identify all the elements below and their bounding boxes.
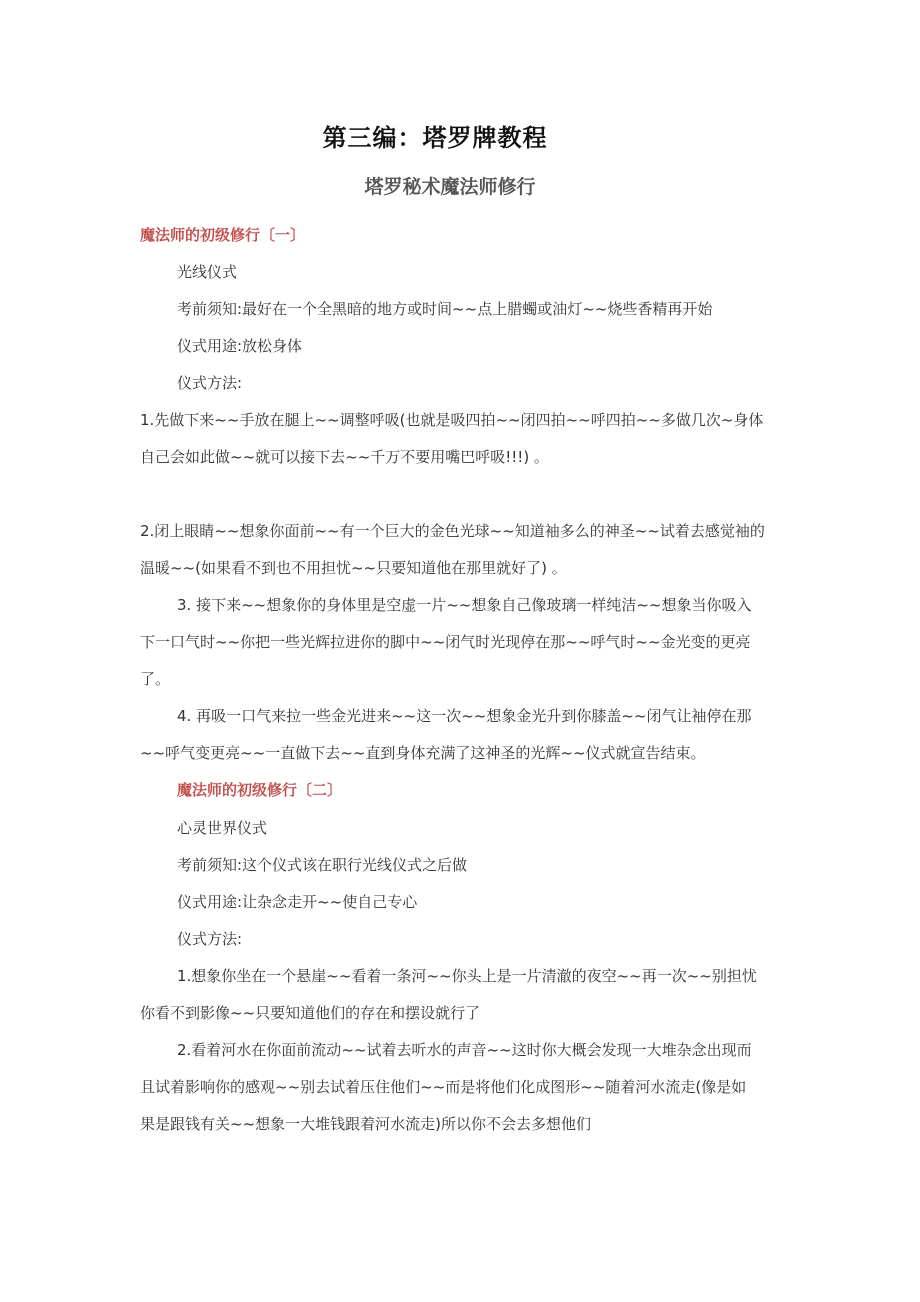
ritual-name-2: 心灵世界仪式 [177, 819, 268, 837]
page-subtitle: 塔罗秘术魔法师修行 [364, 176, 536, 198]
step-1-3-line: 了。 [140, 670, 171, 688]
step-1-4-line: 4. 再吸一口气来拉一些金光进来~~这一次~~想象金光升到你膝盖~~闭气让袖停在那 [177, 707, 752, 725]
method-label-2: 仪式方法: [177, 930, 243, 948]
step-2-1-line: 1.想象你坐在一个悬崖~~看着一条河~~你头上是一片清澈的夜空~~再一次~~别担忧 [177, 967, 757, 985]
step-1-3-line: 下一口气时~~你把一些光辉拉进你的脚中~~闭气时光现停在那~~呼气时~~金光变的更亮 [140, 633, 751, 651]
purpose-1: 仪式用途:放松身体 [177, 337, 303, 355]
step-1-1-line: 自己会如此做~~就可以接下去~~千万不要用嘴巴呼吸!!!) 。 [140, 448, 549, 466]
prereq-2: 考前须知:这个仪式该在职行光线仪式之后做 [177, 856, 468, 874]
step-1-2-line: 2.闭上眼睛~~想象你面前~~有一个巨大的金色光球~~知道袖多么的神圣~~试着去感觉袖的 [140, 522, 765, 540]
step-2-1-line: 你看不到影像~~只要知道他们的存在和摆设就行了 [140, 1004, 481, 1022]
method-label-1: 仪式方法: [177, 374, 243, 392]
step-2-2-line: 果是跟钱有关~~想象一大堆钱跟着河水流走)所以你不会去多想他们 [140, 1115, 591, 1133]
step-1-4-line: ~~呼气变更亮~~一直做下去~~直到身体充满了这神圣的光辉~~仪式就宣告结束。 [140, 744, 706, 762]
step-1-2-line: 温暖~~(如果看不到也不用担忧~~只要知道他在那里就好了) 。 [140, 559, 567, 577]
section-heading-2: 魔法师的初级修行〔二〕 [177, 781, 343, 799]
step-1-1-line: 1.先做下来~~手放在腿上~~调整呼吸(也就是吸四拍~~闭四拍~~呼四拍~~多做几次~身体 [140, 411, 764, 429]
prereq-1: 考前须知:最好在一个全黑暗的地方或时间~~点上腊蠋或油灯~~烧些香精再开始 [177, 300, 713, 318]
page-title: 第三编：塔罗牌教程 [322, 124, 548, 152]
section-heading-1: 魔法师的初级修行〔一〕 [140, 226, 306, 244]
ritual-name-1: 光线仪式 [177, 263, 238, 281]
step-2-2-line: 且试着影响你的感观~~别去试着压住他们~~而是将他们化成图形~~随着河水流走(像是如 [140, 1078, 747, 1096]
step-2-2-line: 2.看着河水在你面前流动~~试着去听水的声音~~这时你大概会发现一大堆杂念出现而 [177, 1041, 752, 1059]
step-1-3-line: 3. 接下来~~想象你的身体里是空虚一片~~想象自己像玻璃一样纯洁~~想象当你吸入 [177, 596, 752, 614]
purpose-2: 仪式用途:让杂念走开~~使自己专心 [177, 893, 418, 911]
